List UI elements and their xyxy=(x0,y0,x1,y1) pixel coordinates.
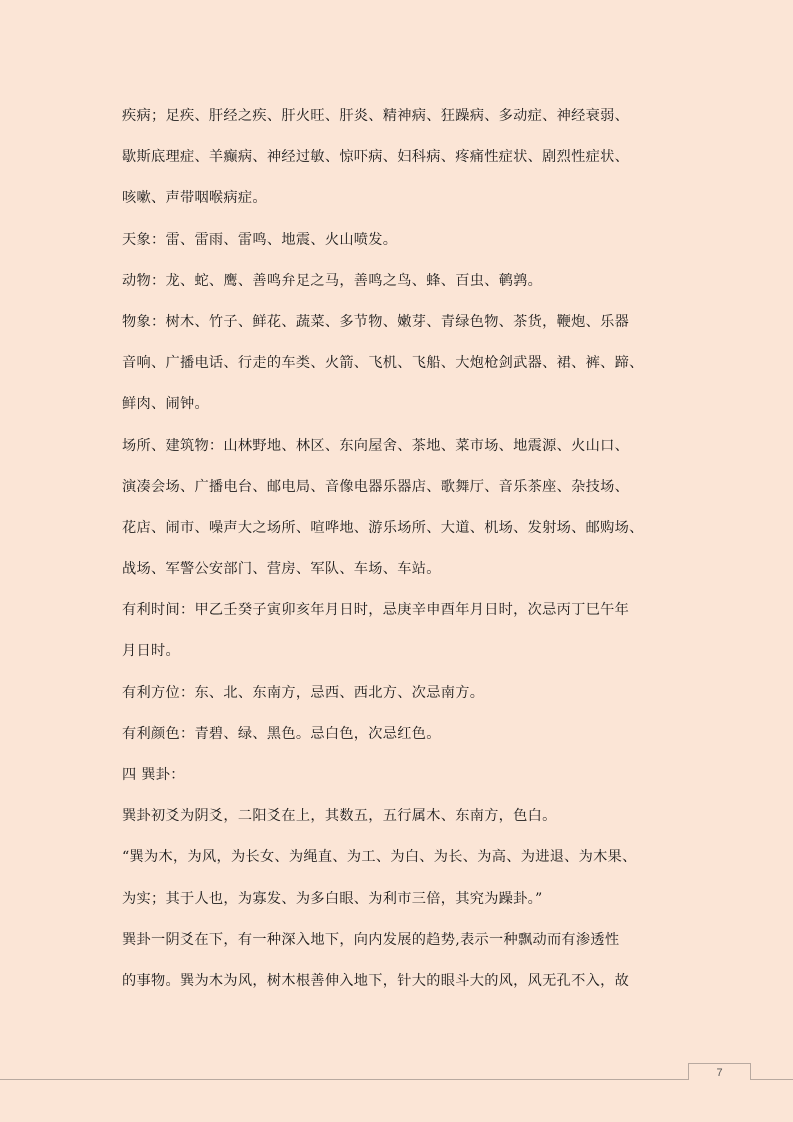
text-line: 咳嗽、声带咽喉病症。 xyxy=(122,190,267,207)
text-line: 音响、广播电话、行走的车类、火箭、飞机、飞船、大炮枪剑武器、裙、裤、蹄、 xyxy=(122,355,644,372)
footer-rule xyxy=(0,1079,793,1080)
text-line: 物象：树木、竹子、鲜花、蔬菜、多节物、嫩芽、青绿色物、茶货，鞭炮、乐器 xyxy=(122,313,630,330)
text-line: 月日时。 xyxy=(122,643,180,660)
section-heading: 四 巽卦： xyxy=(122,767,185,783)
text-line: “巽为木，为风，为长女、为绳直、为工、为白、为长、为高、为进退、为木果、 xyxy=(122,849,637,866)
text-line: 花店、闹市、噪声大之场所、喧哗地、游乐场所、大道、机场、发射场、邮购场、 xyxy=(122,519,644,536)
text-line: 歇斯底理症、羊癫病、神经过敏、惊吓病、妇科病、疼痛性症状、剧烈性症状、 xyxy=(122,149,630,166)
text-line: 演凑会场、广播电台、邮电局、音像电器乐器店、歌舞厅、音乐茶座、杂技场、 xyxy=(122,478,630,495)
text-line: 有利颜色：青碧、绿、黑色。忌白色，次忌红色。 xyxy=(122,725,441,742)
text-line: 疾病；足疾、肝经之疾、肝火旺、肝炎、精神病、狂躁病、多动症、神经衰弱、 xyxy=(122,108,630,124)
text-line: 为实；其于人也，为寡发、为多白眼、为利市三倍，其究为躁卦。” xyxy=(122,890,543,907)
text-line: 天象：雷、雷雨、雷鸣、地震、火山喷发。 xyxy=(122,231,398,248)
text-line: 有利方位：东、北、东南方，忌西、西北方、次忌南方。 xyxy=(122,684,485,701)
text-line: 动物：龙、蛇、鹰、善鸣弁足之马，善鸣之鸟、蜂、百虫、鹌鹑。 xyxy=(122,272,543,289)
text-line: 巽卦初爻为阴爻，二阳爻在上，其数五，五行属木、东南方，色白。 xyxy=(122,808,557,825)
text-line: 有利时间：甲乙壬癸子寅卯亥年月日时，忌庚辛申酉年月日时，次忌丙丁巳午年 xyxy=(122,602,630,619)
text-line: 场所、建筑物：山林野地、林区、东向屋舍、茶地、菜市场、地震源、火山口、 xyxy=(122,437,630,454)
text-line: 的事物。巽为木为风，树木根善伸入地下，针大的眼斗大的风，风无孔不入，故 xyxy=(122,972,630,989)
page-body xyxy=(122,96,682,1002)
text-line: 巽卦一阴爻在下，有一种深入地下，向内发展的趋势,表示一种飘动而有渗透性 xyxy=(122,931,620,948)
page-number: 7 xyxy=(688,1063,751,1080)
text-line: 战场、军警公安部门、营房、军队、车场、车站。 xyxy=(122,561,441,578)
text-line: 鲜肉、闹钟。 xyxy=(122,396,209,413)
